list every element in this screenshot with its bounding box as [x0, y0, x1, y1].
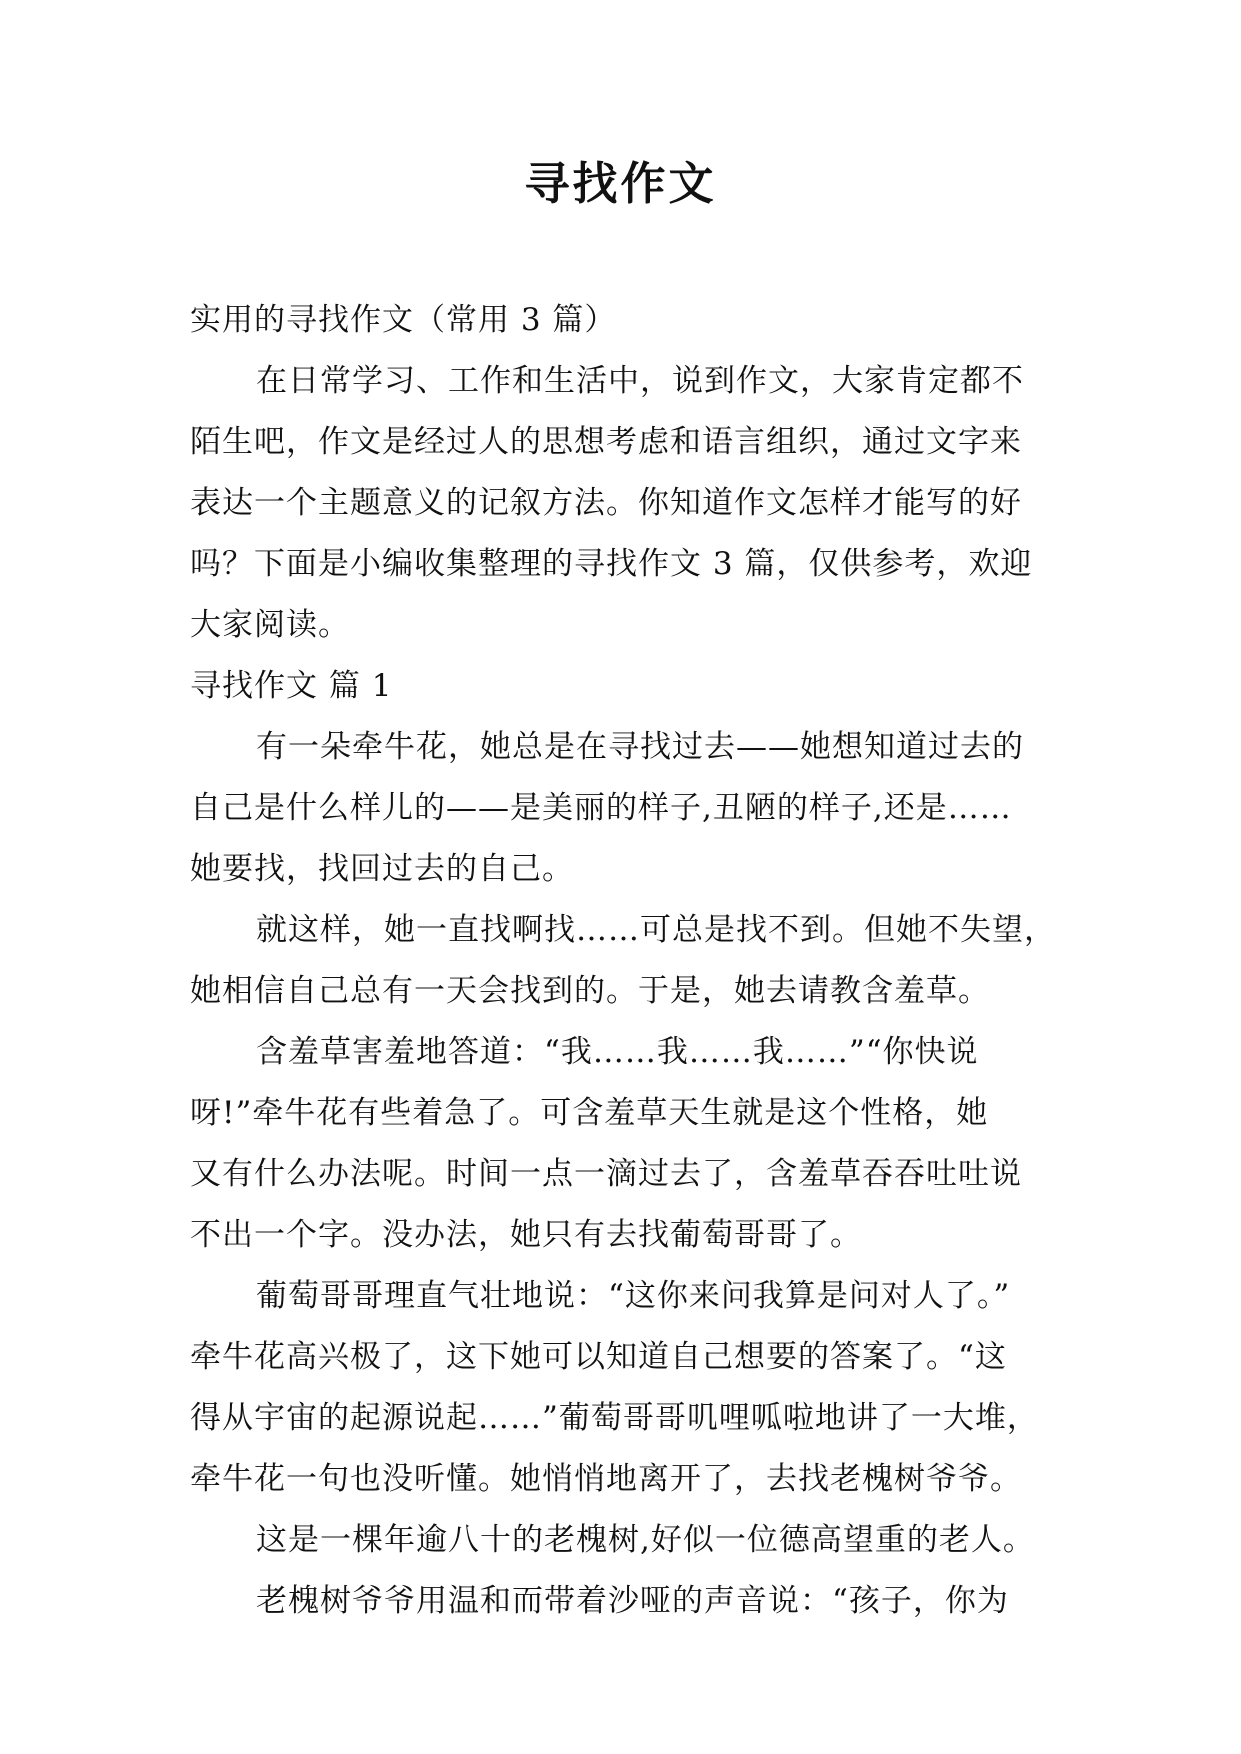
paragraph-line: 自己是什么样儿的——是美丽的样子,丑陋的样子,还是……	[190, 790, 1012, 826]
document-body	[190, 290, 1060, 1632]
paragraph-line: 得从宇宙的起源说起……”葡萄哥哥叽哩呱啦地讲了一大堆，	[190, 1400, 1039, 1436]
section-heading: 寻找作文 篇 1	[190, 668, 393, 704]
paragraph-line: 吗？下面是小编收集整理的寻找作文 3 篇，仅供参考，欢迎	[190, 546, 1033, 582]
paragraph-line: 她相信自己总有一天会找到的。于是，她去请教含羞草。	[190, 973, 990, 1009]
paragraph-line: 有一朵牵牛花，她总是在寻找过去——她想知道过去的	[256, 729, 1024, 765]
paragraph-line: 牵牛花一句也没听懂。她悄悄地离开了，去找老槐树爷爷。	[190, 1461, 1022, 1497]
paragraph-line: 大家阅读。	[190, 607, 350, 643]
paragraph-line: 表达一个主题意义的记叙方法。你知道作文怎样才能写的好	[190, 485, 1022, 521]
document-subtitle: 实用的寻找作文（常用 3 篇）	[190, 302, 617, 338]
paragraph-line: 牵牛花高兴极了，这下她可以知道自己想要的答案了。“这	[190, 1339, 1007, 1375]
paragraph-line: 在日常学习、工作和生活中，说到作文，大家肯定都不	[256, 363, 1024, 399]
paragraph-line: 她要找，找回过去的自己。	[190, 851, 574, 887]
paragraph-line: 含羞草害羞地答道：“我……我……我……”“你快说	[256, 1034, 979, 1070]
paragraph-line: 老槐树爷爷用温和而带着沙哑的声音说：“孩子，你为	[256, 1583, 1009, 1619]
paragraph-line: 这是一棵年逾八十的老槐树,好似一位德高望重的老人。	[256, 1522, 1035, 1558]
paragraph-line: 不出一个字。没办法，她只有去找葡萄哥哥了。	[190, 1217, 862, 1253]
paragraph-line: 呀!”牵牛花有些着急了。可含羞草天生就是这个性格，她	[190, 1095, 989, 1131]
document-title: 寻找作文	[524, 157, 717, 210]
paragraph-line: 葡萄哥哥理直气壮地说：“这你来问我算是问对人了。”	[256, 1278, 1011, 1314]
paragraph-line: 就这样，她一直找啊找……可总是找不到。但她不失望，	[256, 912, 1056, 948]
paragraph-line: 陌生吧，作文是经过人的思想考虑和语言组织，通过文字来	[190, 424, 1022, 460]
paragraph-line: 又有什么办法呢。时间一点一滴过去了，含羞草吞吞吐吐说	[190, 1156, 1022, 1192]
